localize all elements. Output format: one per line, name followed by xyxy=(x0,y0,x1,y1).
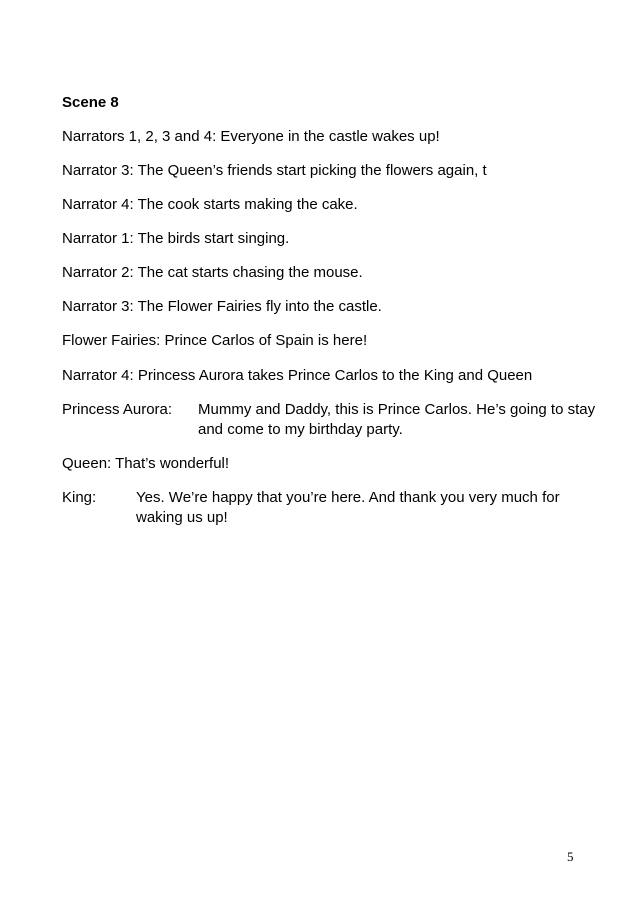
script-line-narrator-4-aurora: Narrator 4: Princess Aurora takes Prince Carlos to the King and Queen xyxy=(62,367,533,384)
script-line-flower-fairies: Flower Fairies: Prince Carlos of Spain is here! xyxy=(62,332,368,349)
script-line-narrators-all: Narrators 1, 2, 3 and 4: Everyone in the castle wakes up! xyxy=(62,128,440,145)
scene-title: Scene 8 xyxy=(62,94,119,111)
page-number: 5 xyxy=(567,849,574,864)
script-line-queen: Queen: That’s wonderful! xyxy=(62,455,230,472)
script-line-narrator-3-friends: Narrator 3: The Queen’s friends start picking the flowers again, t xyxy=(62,162,487,179)
script-line-narrator-1-birds: Narrator 1: The birds start singing. xyxy=(62,230,290,247)
speech-princess-aurora: Mummy and Daddy, this is Prince Carlos. He’s going to stay and come to my birthday party. xyxy=(198,401,596,438)
speech-king: Yes. We’re happy that you’re here. And thank you very much for waking us up! xyxy=(136,489,560,526)
script-line-narrator-3-fairies: Narrator 3: The Flower Fairies fly into the castle. xyxy=(62,298,382,315)
script-line-narrator-4-cook: Narrator 4: The cook starts making the cake. xyxy=(62,196,358,213)
script-line-king xyxy=(62,488,602,528)
script-line-narrator-2-cat: Narrator 2: The cat starts chasing the mouse. xyxy=(62,264,363,281)
speaker-name-princess-aurora: Princess Aurora: xyxy=(62,401,173,418)
script-line-princess-aurora xyxy=(62,400,602,440)
speaker-name-king: King: xyxy=(62,489,97,506)
